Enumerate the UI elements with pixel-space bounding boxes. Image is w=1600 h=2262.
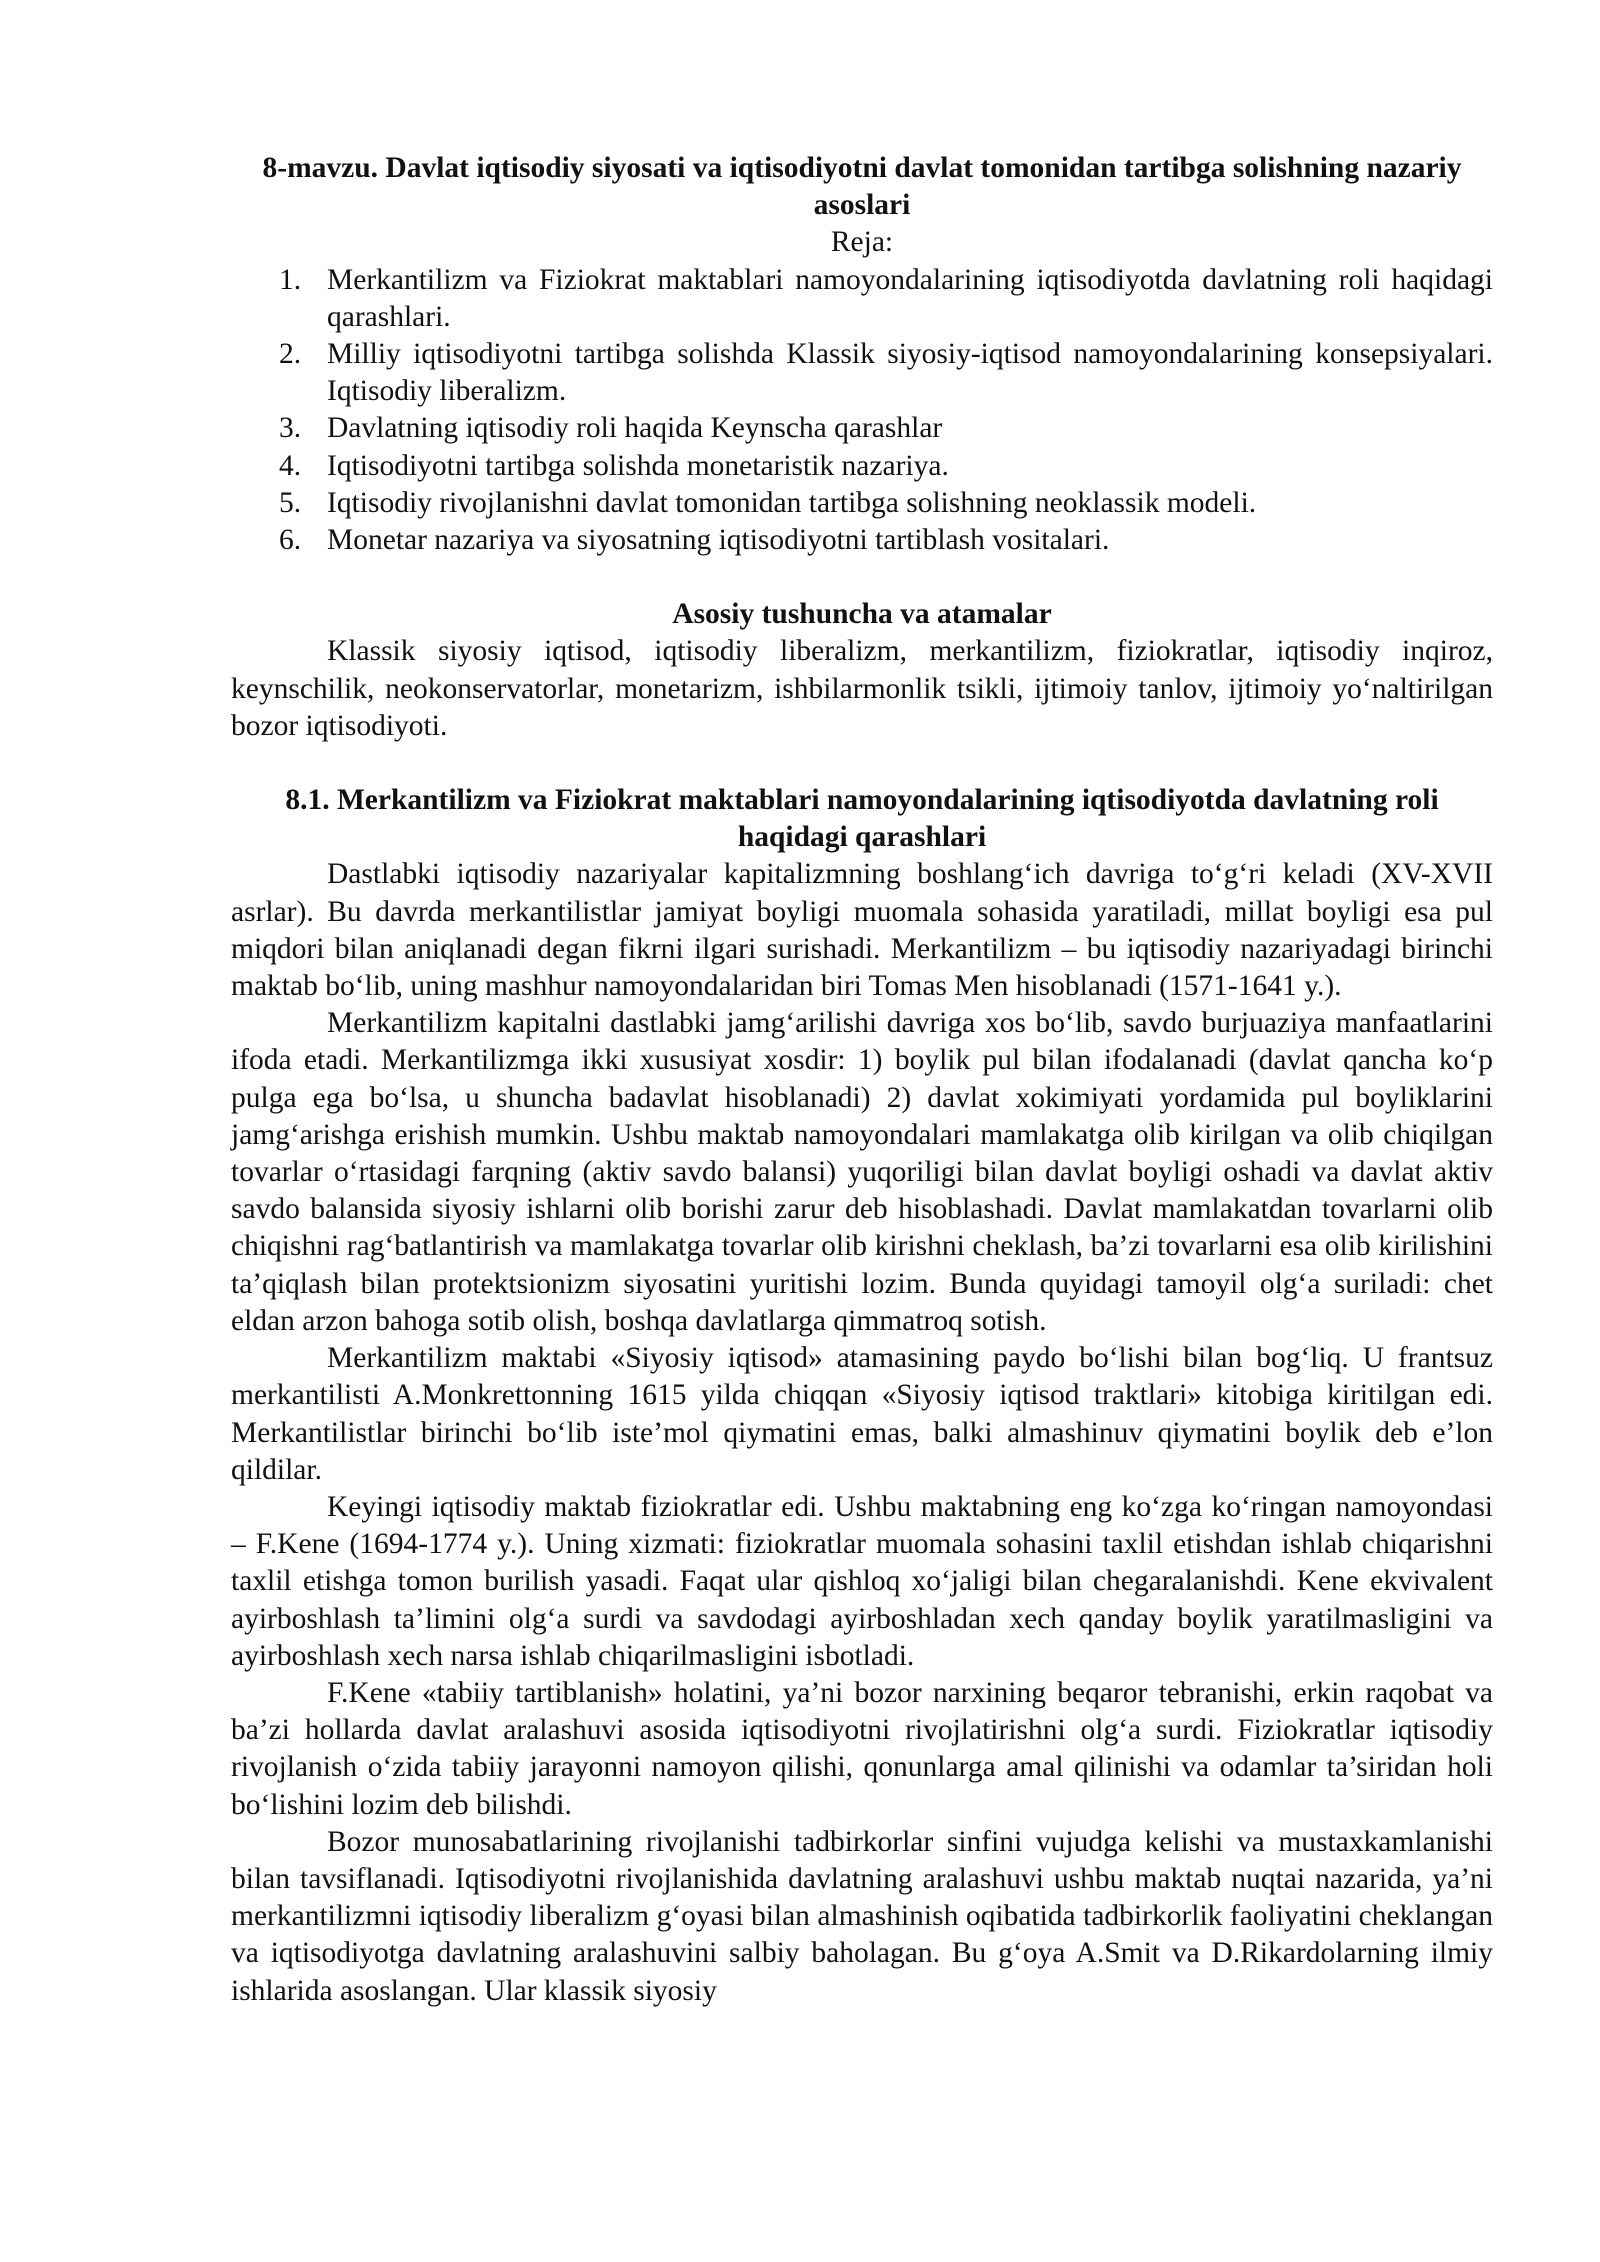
blank-line: [231, 559, 1493, 596]
plan-item: [279, 336, 1493, 410]
plan-item: [279, 262, 1493, 336]
plan-item: [279, 485, 1493, 522]
plan-item-number: 4.: [279, 449, 302, 482]
plan-item-text: Merkantilizm va Fiziokrat maktablari namoyondalarining iqtisodiyotda davlatning roli haqidagi qarashlari.: [327, 263, 1493, 333]
body-paragraph: Dastlabki iqtisodiy nazariyalar kapitalizmning boshlang‘ich davriga to‘g‘ri keladi (XV-XVII asrlar). Bu davrda merkantilistlar jamiyat boyligi muomala sohasida yaratiladi, millat boyligi esa pul miqdori bilan aniqlanadi degan fikrni ilgari surishadi. Merkantilizm – bu iqtisodiy nazariyadagi birinchi maktab bo‘lib, uning mashhur namoyondalaridan biri Tomas Men hisoblanadi (1571-1641 y.).: [231, 858, 1493, 1003]
concepts-paragraph: Klassik siyosiy iqtisod, iqtisodiy liberalizm, merkantilizm, fiziokratlar, iqtisodiy inqiroz, keynschilik, neokonservatorlar, monetarizm, ishbilarmonlik tsikli, ijtimoiy tanlov, ijtimoiy yo‘naltirilgan bozor iqtisodiyoti.: [231, 635, 1493, 742]
plan-item-text: Iqtisodiyotni tartibga solishda monetaristik nazariya.: [327, 449, 949, 482]
plan-item-number: 3.: [279, 412, 302, 445]
document-page: [231, 150, 1493, 2010]
plan-item-text: Milliy iqtisodiyotni tartibga solishda Klassik siyosiy-iqtisod namoyondalarining konsepsiyalari. Iqtisodiy liberalizm.: [327, 338, 1493, 408]
body-paragraph: Keyingi iqtisodiy maktab fiziokratlar edi. Ushbu maktabning eng ko‘zga ko‘ringan namoyondasi – F.Kene (1694-1774 y.). Uning xizmati: fiziokratlar muomala sohasini taxlil etishdan ishlab chiqarishni taxlil etishga tomon burilish yasadi. Faqat ular qishloq xo‘jaligi bilan chegaralanishdi. Kene ekvivalent ayirboshlash ta’limini olg‘a surdi va savdodagi ayirboshladan xech qanday boylik yaratilmasligini va ayirboshlash xech narsa ishlab chiqarilmasligini isbotladi.: [231, 1490, 1493, 1672]
body-paragraph: Bozor munosabatlarining rivojlanishi tadbirkorlar sinfini vujudga kelishi va mustaxkamlanishi bilan tavsiflanadi. Iqtisodiyotni rivojlanishida davlatning aralashuvi ushbu maktab nuqtai nazarida, ya’ni merkantilizmni iqtisodiy liberalizm g‘oyasi bilan almashinish oqibatida tadbirkorlik faoliyatini cheklangan va iqtisodiyotga davlatning aralashuvini salbiy baholagan. Bu g‘oya A.Smit va D.Rikardolarning ilmiy ishlarida asoslangan. Ular klassik siyosiy: [231, 1825, 1493, 2007]
plan-item-number: 2.: [279, 338, 302, 371]
plan-item-text: Monetar nazariya va siyosatning iqtisodiyotni tartiblash vositalari.: [327, 524, 1110, 557]
plan-list: [231, 262, 1493, 560]
plan-item: [279, 448, 1493, 485]
plan-item-text: Davlatning iqtisodiy roli haqida Keynscha qarashlar: [327, 412, 943, 445]
blank-line: [231, 745, 1493, 782]
concepts-heading: Asosiy tushuncha va atamalar: [672, 598, 1052, 631]
plan-item-number: 5.: [279, 486, 302, 519]
body-paragraph: Merkantilizm kapitalni dastlabki jamg‘arilishi davriga xos bo‘lib, savdo burjuaziya manfaatlarini ifoda etadi. Merkantilizmga ikki xususiyat xosdir: 1) boylik pul bilan ifodalanadi (davlat qancha ko‘p pulga ega bo‘lsa, u shuncha badavlat hisoblanadi) 2) davlat xokimiyati yordamida pul boyliklarini jamg‘arishga erishish mumkin. Ushbu maktab namoyondalari mamlakatga olib kirilgan va olib chiqilgan tovarlar o‘rtasidagi farqning (aktiv savdo balansi) yuqoriligi bilan davlat boyligi oshadi va davlat aktiv savdo balansida siyosiy ishlarni olib borishi zarur deb hisoblashadi. Davlat mamlakatdan tovarlarni olib chiqishni rag‘batlantirish va mamlakatga tovarlar olib kirishni cheklash, ba’zi tovarlarni esa olib kirilishini ta’qiqlash bilan protektsionizm siyosatini yuritishi lozim. Bunda quyidagi tamoyil olg‘a suriladi: chet eldan arzon bahoga sotib olish, boshqa davlatlarga qimmatroq sotish.: [231, 1007, 1493, 1337]
plan-item: [279, 410, 1493, 447]
plan-item: [279, 522, 1493, 559]
body-paragraph: F.Kene «tabiiy tartiblanish» holatini, ya’ni bozor narxining beqaror tebranishi, erkin raqobat va ba’zi hollarda davlat aralashuvi asosida iqtisodiyotni rivojlatirishni olg‘a surdi. Fiziokratlar iqtisodiy rivojlanish o‘zida tabiiy jarayonni namoyon qilishi, qonunlarga amal qilinishi va odamlar ta’siridan holi bo‘lishini lozim deb bilishdi.: [231, 1676, 1493, 1821]
section-heading: 8.1. Merkantilizm va Fiziokrat maktablari namoyondalarining iqtisodiyotda davlatning roli haqidagi qarashlari: [285, 784, 1439, 854]
plan-heading: Reja:: [830, 226, 894, 259]
plan-item-number: 6.: [279, 524, 302, 557]
plan-item-text: Iqtisodiy rivojlanishni davlat tomonidan tartibga solishning neoklassik modeli.: [327, 486, 1257, 519]
plan-item-number: 1.: [279, 263, 302, 296]
document-title: 8-mavzu. Davlat iqtisodiy siyosati va iqtisodiyotni davlat tomonidan tartibga solishning nazariy asoslari: [262, 152, 1462, 222]
body-paragraph: Merkantilizm maktabi «Siyosiy iqtisod» atamasining paydo bo‘lishi bilan bog‘liq. U frantsuz merkantilisti A.Monkrettonning 1615 yilda chiqqan «Siyosiy iqtisod traktlari» kitobiga kiritilgan edi. Merkantilistlar birinchi bo‘lib iste’mol qiymatini emas, balki almashinuv qiymatini boylik deb e’lon qildilar.: [231, 1342, 1493, 1486]
